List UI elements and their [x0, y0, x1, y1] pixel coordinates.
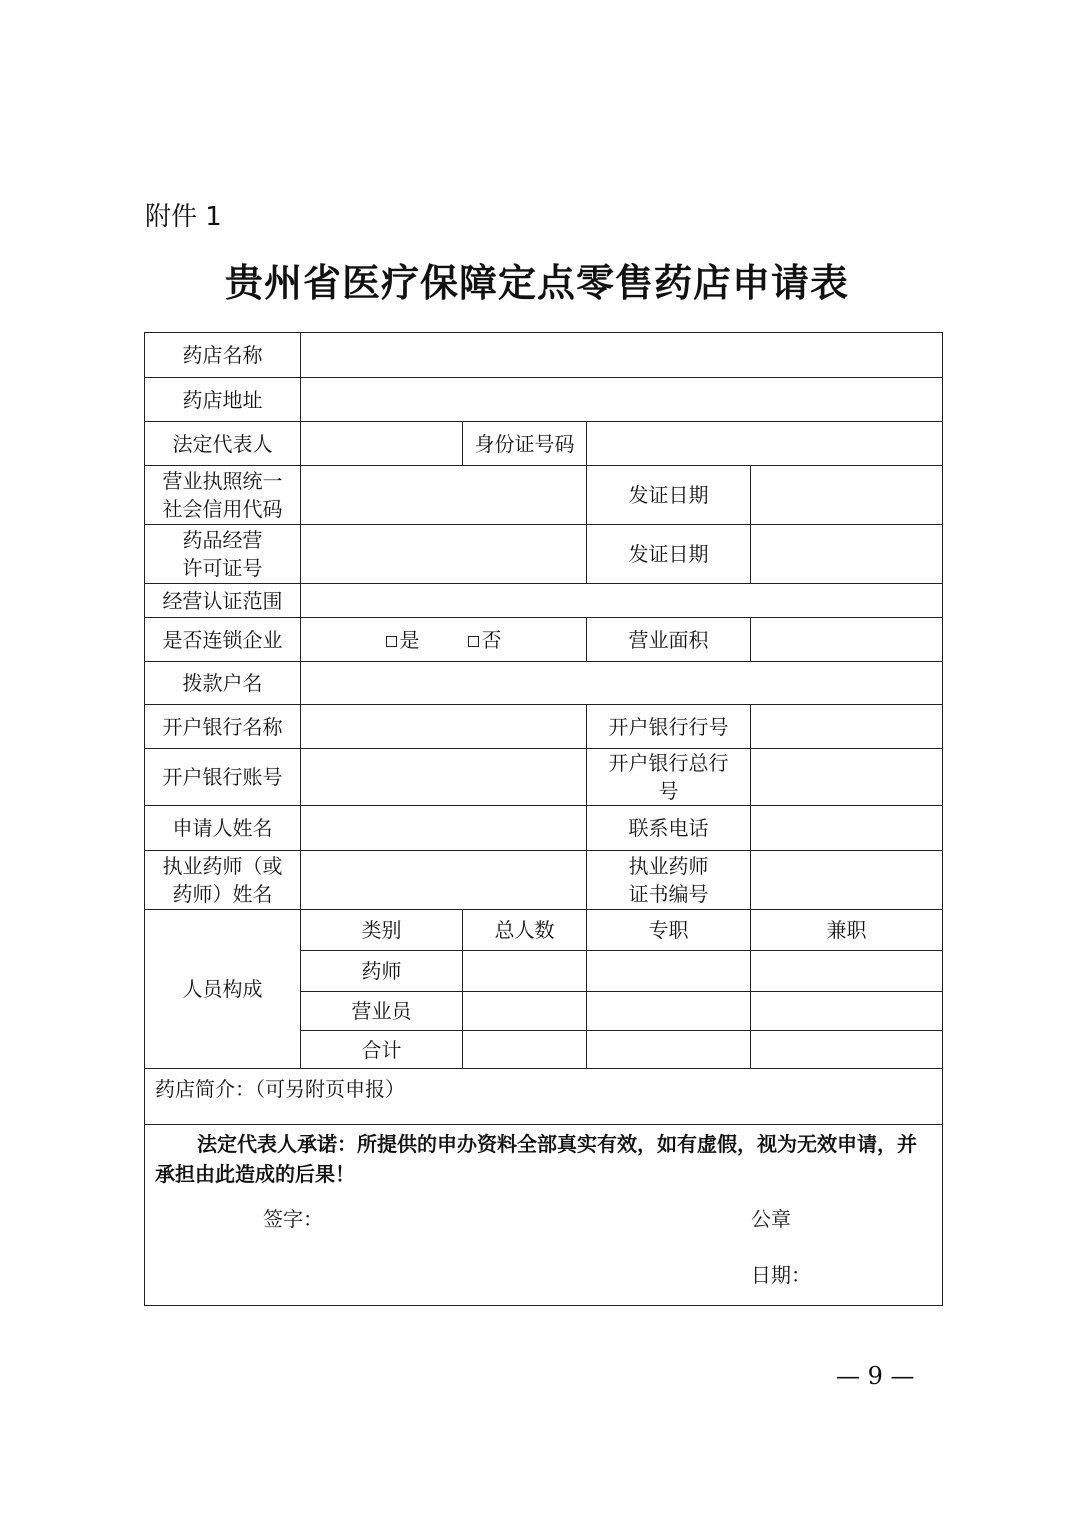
applicant-field[interactable] [301, 806, 587, 851]
store-address-field[interactable] [301, 378, 943, 422]
applicant-label: 申请人姓名 [145, 806, 301, 851]
cert-number-line2: 证书编号 [628, 882, 709, 906]
chain-yes-checkbox[interactable] [386, 636, 397, 647]
store-name-field[interactable] [301, 333, 943, 378]
clerk-total-field[interactable] [463, 992, 587, 1031]
head-bank-field[interactable] [751, 749, 943, 806]
bank-name-field[interactable] [301, 705, 587, 749]
license-code-label [145, 466, 301, 525]
legal-rep-field[interactable] [301, 422, 463, 466]
pharmacist-name-line2: 药师）姓名 [172, 882, 273, 906]
license-code-line2: 社会信用代码 [162, 497, 283, 521]
drug-permit-line2: 许可证号 [182, 556, 263, 580]
application-form-table [144, 332, 943, 1306]
attachment-label: 附件 1 [145, 202, 222, 232]
chain-no-checkbox[interactable] [468, 636, 479, 647]
scope-field[interactable] [301, 584, 943, 618]
pharmacist-total-field[interactable] [463, 951, 587, 992]
head-bank-line1: 开户银行总行 [608, 751, 729, 775]
staff-label: 人员构成 [145, 910, 301, 1069]
scope-label: 经营认证范围 [145, 584, 301, 618]
cert-number-field[interactable] [751, 851, 943, 910]
bank-account-label: 开户银行账号 [145, 749, 301, 806]
license-issue-date-field[interactable] [751, 466, 943, 525]
clerk-parttime-field[interactable] [751, 992, 943, 1031]
area-field[interactable] [751, 618, 943, 662]
drug-permit-label [145, 525, 301, 584]
pledge-text: 法定代表人承诺：所提供的申办资料全部真实有效，如有虚假，视为无效申请，并承担由此造成的后果！ [155, 1132, 917, 1186]
total-header: 总人数 [463, 910, 587, 951]
payee-label: 拨款户名 [145, 662, 301, 705]
permit-issue-date-label: 发证日期 [587, 525, 751, 584]
sum-total-field[interactable] [463, 1031, 587, 1069]
signature-label: 签字： [263, 1207, 323, 1231]
area-label: 营业面积 [587, 618, 751, 662]
seal-label: 公章 [751, 1207, 791, 1231]
pharmacist-name-label [145, 851, 301, 910]
sum-row-label: 合计 [301, 1031, 463, 1069]
page-title: 贵州省医疗保障定点零售药店申请表 [224, 260, 849, 305]
chain-options [301, 618, 587, 662]
phone-field[interactable] [751, 806, 943, 851]
pharmacist-row-label: 药师 [301, 951, 463, 992]
license-code-line1: 营业执照统一 [162, 469, 283, 493]
intro-label: 药店简介：（可另附页申报） [155, 1077, 405, 1101]
cert-number-label [587, 851, 751, 910]
fulltime-header: 专职 [587, 910, 751, 951]
pharmacist-fulltime-field[interactable] [587, 951, 751, 992]
chain-label: 是否连锁企业 [145, 618, 301, 662]
license-code-field[interactable] [301, 466, 587, 525]
license-issue-date-label: 发证日期 [587, 466, 751, 525]
chain-yes-label: 是 [399, 627, 420, 652]
parttime-header: 兼职 [751, 910, 943, 951]
pharmacist-name-field[interactable] [301, 851, 587, 910]
store-name-label: 药店名称 [145, 333, 301, 378]
sum-parttime-field[interactable] [751, 1031, 943, 1069]
bank-code-field[interactable] [751, 705, 943, 749]
pharmacist-name-line1: 执业药师（或 [162, 854, 283, 878]
id-number-field[interactable] [587, 422, 943, 466]
head-bank-label [587, 749, 751, 806]
pledge-section [145, 1125, 943, 1306]
head-bank-line2: 号 [658, 779, 679, 803]
drug-permit-line1: 药品经营 [182, 528, 263, 552]
sum-fulltime-field[interactable] [587, 1031, 751, 1069]
store-address-label: 药店地址 [145, 378, 301, 422]
page-number: — 9 — [836, 1362, 915, 1390]
cert-number-line1: 执业药师 [628, 854, 709, 878]
bank-account-field[interactable] [301, 749, 587, 806]
drug-permit-field[interactable] [301, 525, 587, 584]
phone-label: 联系电话 [587, 806, 751, 851]
intro-section[interactable] [145, 1069, 943, 1125]
bank-name-label: 开户银行名称 [145, 705, 301, 749]
payee-field[interactable] [301, 662, 943, 705]
id-number-label: 身份证号码 [463, 422, 587, 466]
bank-code-label: 开户银行行号 [587, 705, 751, 749]
permit-issue-date-field[interactable] [751, 525, 943, 584]
category-header: 类别 [301, 910, 463, 951]
clerk-row-label: 营业员 [301, 992, 463, 1031]
clerk-fulltime-field[interactable] [587, 992, 751, 1031]
pharmacist-parttime-field[interactable] [751, 951, 943, 992]
legal-rep-label: 法定代表人 [145, 422, 301, 466]
date-label: 日期： [751, 1263, 811, 1287]
chain-no-label: 否 [481, 627, 502, 652]
signature-area [155, 1189, 932, 1299]
